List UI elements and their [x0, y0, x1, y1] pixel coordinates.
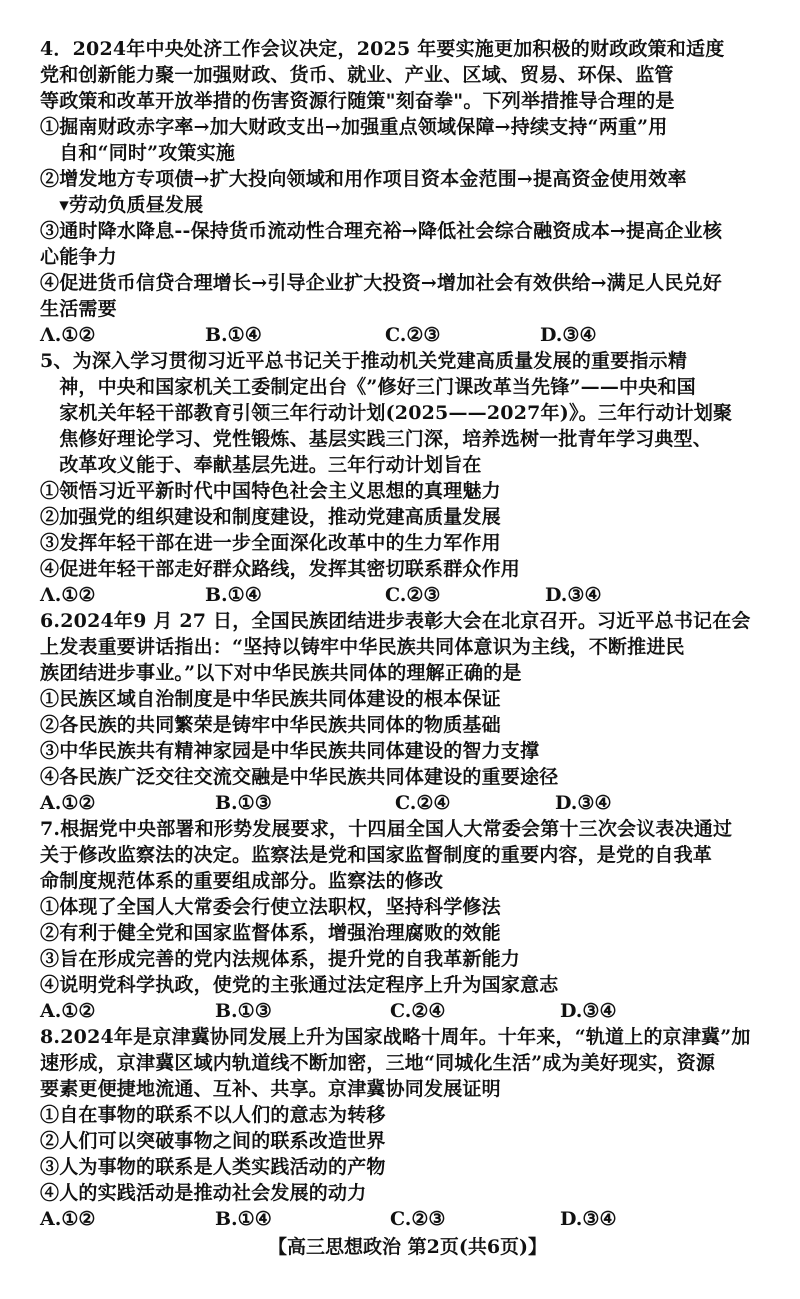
question-stem-line: 4．2024年中央处济工作会议决定，2025 年要实施更加积极的财政政策和适度	[40, 38, 725, 60]
question-item: ①民族区域自治制度是中华民族共同体建设的根本保证	[40, 688, 501, 710]
question-stem-line: 7.根据党中央部署和形势发展要求，十四届全国人大常委会第十三次会议表决通过	[40, 818, 733, 840]
question-item: ②有利于健全党和国家监督体系，增强治理腐败的效能	[40, 922, 501, 944]
option-d: D.③④	[545, 584, 602, 606]
option-b: B.①③	[215, 1000, 272, 1022]
option-b: B.①④	[205, 324, 262, 346]
option-d: D.③④	[560, 1000, 617, 1022]
option-a: A.①②	[40, 1000, 96, 1022]
question-item: ③旨在形成完善的党内法规体系，提升党的自我革新能力	[40, 948, 521, 970]
question-item: ②人们可以突破事物之间的联系改造世界	[40, 1130, 386, 1152]
question-stem-line: 8.2024年是京津冀协同发展上升为国家战略十周年。十年来，“轨道上的京津冀”加	[40, 1026, 751, 1048]
question-item: ②增发地方专项债→扩大投向领域和用作项目资本金范围→提高资金使用效率	[40, 168, 687, 190]
question-stem-line: 关于修改监察法的决定。监察法是党和国家监督制度的重要内容，是党的自我革	[40, 844, 713, 866]
question-item: ④说明党科学执政，使党的主张通过法定程序上升为国家意志	[40, 974, 559, 996]
option-c: C.②③	[390, 1208, 446, 1230]
question-item: 心能争力	[40, 246, 117, 268]
question-stem-line: 6.2024年9 月 27 日，全国民族团结进步表彰大会在北京召开。习近平总书记在会	[40, 610, 751, 632]
option-a: A.①②	[40, 1208, 96, 1230]
option-a: Λ.①②	[40, 324, 96, 346]
question-stem-line: 家机关年轻干部教育引领三年行动计划(2025——2027年)》。三年行动计划聚	[40, 402, 733, 424]
option-c: C.②④	[390, 1000, 446, 1022]
option-c: C.②④	[395, 792, 451, 814]
question-item: ①自在事物的联系不以人们的意志为转移	[40, 1104, 386, 1126]
question-stem-line: 焦修好理论学习、党性锻炼、基层实践三门深，培养选树一批青年学习典型、	[40, 428, 713, 450]
question-stem-line: 要素更便捷地流通、互补、共享。京津冀协同发展证明	[40, 1078, 501, 1100]
question-item: ③人为事物的联系是人类实践活动的产物	[40, 1156, 386, 1178]
question-stem-line: 族团结进步事业。”以下对中华民族共同体的理解正确的是	[40, 662, 522, 684]
question-stem-line: 命制度规范体系的重要组成部分。监察法的修改	[40, 870, 444, 892]
question-item: ③发挥年轻干部在进一步全面深化改革中的生力军作用	[40, 532, 501, 554]
option-a: A.①②	[40, 792, 96, 814]
question-stem-line: 速形成，京津冀区域内轨道线不断加密，三地“同城化生活”成为美好现实，资源	[40, 1052, 716, 1074]
option-d: D.③④	[540, 324, 597, 346]
option-b: B.①④	[205, 584, 262, 606]
question-stem-line: 改革攻义能于、奉献基层先进。三年行动计划旨在	[40, 454, 482, 476]
question-item: ①领悟习近平新时代中国特色社会主义思想的真理魅力	[40, 480, 501, 502]
question-item: ①掘南财政赤字率→加大财政支出→加强重点领域保障→持续支持“两重”用	[40, 116, 668, 138]
question-item: ④促进货币信贷合理增长→引导企业扩大投资→增加社会有效供给→满足人民兑好	[40, 272, 722, 294]
question-item: ③中华民族共有精神家园是中华民族共同体建设的智力支撑	[40, 740, 540, 762]
question-item: 生活需要	[40, 298, 117, 320]
question-stem-line: 党和创新能力聚一加强财政、货币、就业、产业、区域、贸易、环保、监管	[40, 64, 674, 86]
question-stem-line: 5、为深入学习贯彻习近平总书记关于推动机关党建高质量发展的重要指示精	[40, 350, 688, 372]
question-item: ④各民族广泛交往交流交融是中华民族共同体建设的重要途径	[40, 766, 559, 788]
option-c: C.②③	[385, 584, 441, 606]
option-b: B.①③	[215, 792, 272, 814]
question-item: ▾劳动负质昼发展	[40, 194, 204, 216]
option-c: C.②③	[385, 324, 441, 346]
question-item: ①体现了全国人大常委会行使立法职权，坚持科学修法	[40, 896, 501, 918]
question-item: ②各民族的共同繁荣是铸牢中华民族共同体的物质基础	[40, 714, 501, 736]
option-a: Λ.①②	[40, 584, 96, 606]
question-item: 自和“同时”攻策实施	[40, 142, 236, 164]
question-item: ④促进年轻干部走好群众路线，发挥其密切联系群众作用	[40, 558, 521, 580]
option-d: D.③④	[560, 1208, 617, 1230]
option-d: D.③④	[555, 792, 612, 814]
question-stem-line: 上发表重要讲话指出：“坚持以铸牢中华民族共同体意识为主线，不断推进民	[40, 636, 685, 658]
question-item: ③通时降水降息--保持货币流动性合理充裕→降低社会综合融资成本→提高企业核	[40, 220, 723, 242]
question-item: ②加强党的组织建设和制度建设，推动党建高质量发展	[40, 506, 501, 528]
page-footer: 【高三思想政治 第2页(共6页)】	[268, 1236, 548, 1258]
question-stem-line: 等政策和改革开放举措的伤害资源行随策"刻奋拳"。下列举措推导合理的是	[40, 90, 675, 112]
question-stem-line: 神，中央和国家机关工委制定出台《”修好三门课改革当先锋”——中央和国	[40, 376, 696, 398]
option-b: B.①④	[215, 1208, 272, 1230]
question-item: ④人的实践活动是推动社会发展的动力	[40, 1182, 367, 1204]
